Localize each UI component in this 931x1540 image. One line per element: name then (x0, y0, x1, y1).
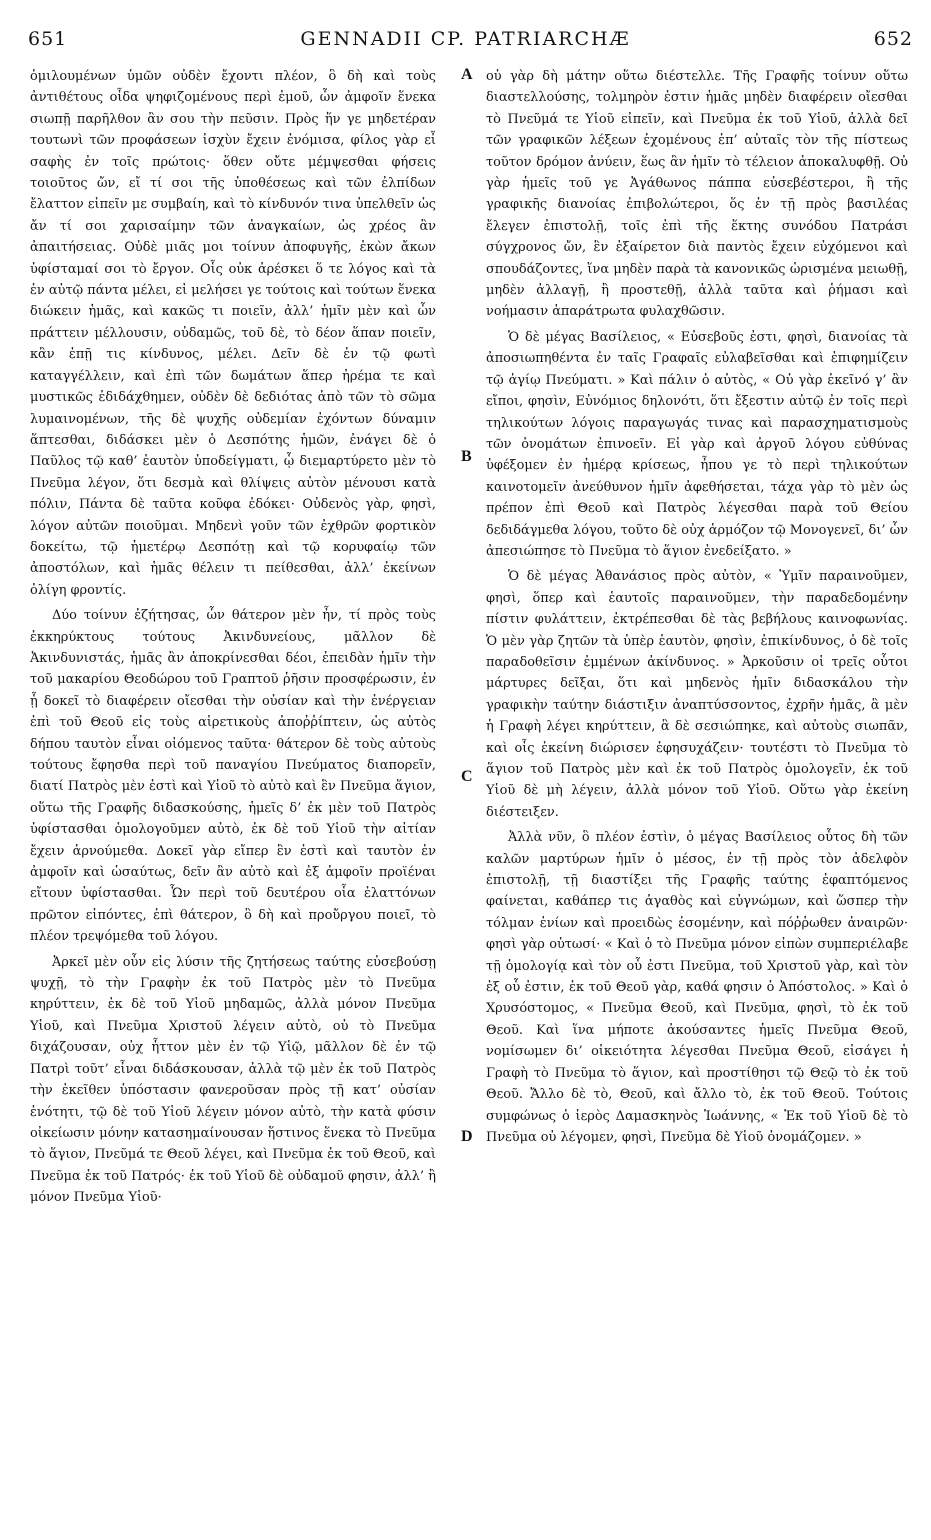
left-page-number: 651 (28, 28, 68, 50)
margin-letter-c: C (461, 768, 473, 785)
left-column (30, 66, 436, 1209)
left-paragraph-2: Δύο τοίνυν ἐζήτησας, ὧν θάτερον μὲν ἦν, τί πρὸς τοὺς ἐκκηρύκτους τούτους Ἀκινδυνείους, μᾶλλον δὲ Ἀκινδυνιστάς, ἡμᾶς ἂν ἀποκρίνεσθαι δέοι, ἐπειδὰν ἡμῖν τὴν τοῦ μακαρίου Θεοδώρου τοῦ Γραπτοῦ ῥῆσιν προσφέρωσιν, ἐν ᾗ δοκεῖ τὸ διαφέρειν οἴεσθαι τὴν οὐσίαν καὶ τὴν ἐνέργειαν ἐπὶ τοῦ Θεοῦ εἰς τοὺς αἱρετικοὺς ἀποῤῥίπτειν, ὡς αὐτὸς δήπου ταυτὸν εἶναι οἰόμενος ταῦτα· θάτερον δὲ τοὺς αὐτοὺς τούτους ἔφησθα περὶ τοῦ παναγίου Πνεύματος διαπορεῖν, διατί Πατρὸς μὲν ἐστὶ καὶ Υἱοῦ τὸ αὐτὸ καὶ ἓν Πνεῦμα ἅγιον, οὕτω τῆς Γραφῆς διδασκούσης, ἡμεῖς δ’ ἐκ μὲν τοῦ Πατρὸς ὑφίστασθαι ὁμολογοῦμεν αὐτὸ, ἐκ δὲ τοῦ Υἱοῦ τὴν αἰτίαν ἔχειν ἀρνούμεθα. Δοκεῖ γὰρ εἴπερ ἓν ἐστὶ καὶ ταυτὸν ἐν ἀμφοῖν καὶ ὡσαύτως, δεῖν ἂν αὐτὸ καὶ ἐξ ἀμφοῖν προϊέναι εἴτουν ὑφίστασθαι. Ὧν περὶ τοῦ δευτέρου οἷα ἐλαττόνων πρῶτον εἰπόντες, ἐπὶ θάτερον, ὃ δὴ καὶ προὔργου ποιεῖ, τὸ πλέον τρεψόμεθα τοῦ λόγου. (30, 608, 436, 945)
left-paragraph-3: Ἀρκεῖ μὲν οὖν εἰς λύσιν τῆς ζητήσεως ταύτης εὐσεβούσῃ ψυχῇ, τὸ τὴν Γραφὴν ἐκ τοῦ Πατρὸς μὲν τὸ Πνεῦμα κηρύττειν, ἐκ δὲ τοῦ Υἱοῦ μηδαμῶς, ἀλλὰ μόνον Πνεῦμα Υἱοῦ, καὶ Πνεῦμα Χριστοῦ λέγειν αὐτὸ, οὐ τὸ Πνεῦμα διχάζουσαν, οὐχ ἧττον μὲν ἐν τῷ Υἱῷ, μᾶλλον δὲ ἐν τῷ Πατρὶ τοῦτ’ εἶναι διδάσκουσαν, ἀλλὰ τῷ μὲν ἐκ τοῦ Πατρὸς τὴν ἐκεῖθεν ὑπόστασιν φανεροῦσαν πρὸς τῇ κατ’ οὐσίαν ἑνότητι, τῷ δὲ τοῦ Υἱοῦ λέγειν μόνον αὐτὸ, τὴν κατὰ φύσιν οἰκείωσιν μόνην κατασημαίνουσαν ἥστινος ἕνεκα τὸ Πνεῦμα τὸ ἅγιον, Πνεῦμά τε Θεοῦ λέγει, καὶ Πνεῦμα ἐκ τοῦ Θεοῦ, καὶ Πνεῦμα ἐκ τοῦ Πατρός· ἐκ τοῦ Υἱοῦ δὲ οὐδαμοῦ φησιν, ἀλλ’ ἢ μόνον Πνεῦμα Υἱοῦ· (30, 954, 436, 1206)
right-paragraph-3: Ὁ δὲ μέγας Ἀθανάσιος πρὸς αὐτὸν, « Ὑμῖν παραινοῦμεν, φησὶ, ὅπερ καὶ ἑαυτοῖς παραινοῦμεν, τὴν παραδεδομένην πίστιν φυλάττειν, ἐκτρέπεσθαι δὲ τὰς βεβήλους καινοφωνίας. Ὁ μὲν γὰρ ζητῶν τὰ ὑπὲρ ἑαυτὸν, φησὶν, ἐπικίνδυνος, ὁ δὲ τοῖς παραδοθεῖσιν ἐμμένων ἀκίνδυνος. » Ἀρκοῦσιν οἱ τρεῖς οὗτοι μάρτυρες δεῖξαι, ὅτι καὶ μηδενὸς ἡμῖν διδασκάλου τὴν γραφικὴν ταύτην διάστιξιν ἀναπτύσσοντος, ἐχρῆν ἡμᾶς, ἃ μὲν ἡ Γραφὴ λέγει κηρύττειν, ἃ δὲ σεσιώπηκε, καὶ αὐτοὺς σιωπᾶν, καὶ οἷς ἐκείνη διώρισεν ἐφησυχάζειν· τουτέστι τὸ Πνεῦμα τὸ ἅγιον τοῦ Πατρὸς μὲν καὶ ἐκ τοῦ Πατρὸς ὁμολογεῖν, ἐκ τοῦ Υἱοῦ δὲ μὴ λέγειν, ἀλλὰ μόνον τοῦ Υἱοῦ. Οὕτω γὰρ ἐκείνη διέστειξεν. (486, 569, 908, 820)
margin-letter-a: A (461, 66, 473, 83)
margin-letter-b: B (461, 448, 472, 465)
right-paragraph-4: Ἀλλὰ νῦν, ὃ πλέον ἐστὶν, ὁ μέγας Βασίλειος οὗτος δὴ τῶν καλῶν μαρτύρων ἡμῖν ὁ μέσος, ἐν τῇ πρὸς τὸν ἀδελφὸν ἐπιστολῇ, τῇ διαστίξει τῆς Γραφῆς ταύτης ἐφαπτόμενος φαίνεται, καθάπερ τις ἀγαθὸς καὶ εὐγνώμων, καὶ ὥσπερ τὴν τόλμαν ἐνίων καὶ προειδὼς ἐσομένην, καὶ πόῤῥωθεν ἀναιρῶν· φησὶ γὰρ οὑτωσί· « Καὶ ὁ τὸ Πνεῦμα μόνον εἰπὼν συμπεριέλαβε τῇ ὁμολογίᾳ καὶ τὸν οὗ ἐστι Πνεῦμα, τοῦ Χριστοῦ γὰρ, καὶ τὸν ἐξ οὗ ἐστιν, ἐκ τοῦ Θεοῦ γὰρ, καθά φησιν ὁ Ἀπόστολος. » Καὶ ὁ Χρυσόστομος, « Πνεῦμα Θεοῦ, καὶ Πνεῦμα, φησὶ, τὸ ἐκ τοῦ Θεοῦ. Καὶ ἵνα μήποτε ἀκούσαντες ἡμεῖς Πνεῦμα Θεοῦ, νομίσωμεν δι’ οἰκειότητα λέγεσθαι Πνεῦμα Θεοῦ, εἰσάγει ἡ Γραφὴ τὸ Πνεῦμα τὸ ἅγιον, καὶ προστίθησι τῷ Θεῷ τὸ ἐκ τοῦ Θεοῦ. Ἄλλο δὲ τὸ, Θεοῦ, καὶ ἄλλο τὸ, ἐκ τοῦ Θεοῦ. Τούτοις συμφώνως ὁ ἱερὸς Δαμασκηνὸς Ἰωάννης, « Ἐκ τοῦ Υἱοῦ δὲ τὸ Πνεῦμα οὐ λέγομεν, φησὶ, Πνεῦμα δὲ Υἱοῦ ὀνομάζομεν. » (486, 830, 908, 1145)
left-paragraph-1: ὁμιλουμένων ὑμῶν οὐδὲν ἔχοντι πλέον, ὃ δὴ καὶ τοὺς ἀντιθέτους οἶδα ψηφιζομένους περὶ ἐμοῦ, ὧν ἀμφοῖν ἕνεκα σιωπῇ παρῆλθον ἂν σου τὴν πεῦσιν. Πρὸς ἥν γε μηδετέραν τουτωνὶ τῶν προφάσεων ἰσχὺν ἔχειν ἐνόμισα, φίλος γὰρ εἶ σαφὴς ἐν τοῖς πρώτοις· ὅθεν οὔτε μέμψεσθαι φήσεις τοιοῦτος ὤν, εἴ τί σοι τῆς ὑποθέσεως καὶ τῶν ἐλπίδων ἔλαττον εἰπεῖν με συμβαίη, καὶ τὸ κίνδυνόν τινα ὑπελθεῖν ὡς ἄν τί σοι χαρισαίμην τῶν ἀναγκαίων, ὡς χρέος ἂν ἀπαιτήσειας. Οὐδὲ μιᾶς μοι τοίνυν ἀποφυγῆς, ἑκὼν ἄκων ὑφίσταμαί σοι τὸ ἔργον. Οἷς οὐκ ἀρέσκει ὅ τε λόγος καὶ τὰ ἐν αὐτῷ πάντα μέλει, εἰ μελήσει γε τούτοις καὶ τούτων ἕνεκα διώκειν ἡμᾶς, καὶ κακῶς τι ποιεῖν, ἀλλ’ ἡμῖν μὲν καὶ ὧν πράττειν μέλλουσιν, οὐδαμῶς, τοῦ δὲ, τὸ δέον ἅπαν ποιεῖν, κἂν ἐπῇ τις κίνδυνος, μέλει. Δεῖν δὲ ἐν τῷ φωτὶ καταγγέλλειν, καὶ ἐπὶ τῶν δωμάτων ἅπερ ἠρέμα τε καὶ μυστικῶς ἐδιδάχθημεν, οὐδὲν δὲ δεδιότας ἀπὸ τῶν τὸ σῶμα λυμαινομένων, τῆς δὲ ψυχῆς οὐδεμίαν ἐχόντων δύναμιν ἅπτεσθαι, διδάσκει μὲν ὁ Δεσπότης ἡμῶν, ἐνάγει δὲ ὁ Παῦλος τῷ καθ’ ἑαυτὸν ὑποδείγματι, ᾧ διεμαρτύρετο μὲν τὸ Πνεῦμα λέγον, ὅτι δεσμὰ καὶ θλίψεις αὐτὸν μένουσι κατὰ πόλιν, Πάντα δὲ ταῦτα κοῦφα ἐδόκει· Οὐδενὸς γὰρ, φησὶ, λόγον αὐτῶν ποιοῦμαι. Μηδενὶ γοῦν τῶν ἐχθρῶν φορτικὸν δοκείτω, τῷ ἡμετέρῳ Δεσπότῃ καὶ τῷ κορυφαίῳ τῶν ἀποστόλων, καὶ ἡμᾶς θέλειν τι πείθεσθαι, ἀλλ’ ἐκείνων ὀλίγη φροντίς. (30, 69, 436, 598)
right-page-number: 652 (873, 28, 913, 50)
right-paragraph-2: Ὁ δὲ μέγας Βασίλειος, « Εὐσεβοῦς ἐστι, φησὶ, διανοίας τὰ ἀποσιωπηθέντα ἐν ταῖς Γραφαῖς εὐλαβεῖσθαι καὶ ἐπιφημίζειν τῷ ἁγίῳ Πνεύματι. » Καὶ πάλιν ὁ αὐτὸς, « Οὐ γὰρ ἐκεῖνό γ’ ἂν εἴποι, φησὶν, Εὐνόμιος δηλονότι, ὅτι ἔξεστιν αὐτῷ ἐν τοῖς περὶ τηλικούτων λόγοις παραγωγάς τινας καὶ παρασχηματισμοὺς τῶν ὀνομάτων ἐπινοεῖν. Εἰ γὰρ καὶ ἀργοῦ λόγου εὐθύνας ὑφέξομεν ἐν ἡμέρᾳ κρίσεως, ἦπου γε τὸ περὶ τηλικούτων καινοτομεῖν ἀνεύθυνον ἡμῖν ἀφεθήσεται, τάχα γὰρ τὸ μὲν ὡς πρέπον ἐπὶ Θεοῦ καὶ Πατρὸς λέγεσθαι παρὰ τοῦ Θείου δεδιδάγμεθα λόγου, τοῦτο δὲ οὐχ ἁρμόζον τῷ Μονογενεῖ, δι’ ὧν ἀπεσιώπησε τὸ Πνεῦμα τὸ ἅγιον ἐνεδείξατο. » (486, 329, 908, 559)
margin-letter-d: D (461, 1128, 473, 1145)
right-paragraph-1: οὐ γὰρ δὴ μάτην οὕτω διέστελλε. Τῆς Γραφῆς τοίνυν οὕτω διαστελλούσης, τολμηρὸν ἐστιν ἡμᾶς μηδὲν διαφέρειν οἴεσθαι τὸ Πνεῦμά τε Υἱοῦ εἰπεῖν, καὶ Πνεῦμα ἐκ τοῦ Υἱοῦ, ἀλλὰ δεῖ τῶν γραφικῶν λέξεων ἐχομένους ἐπ’ αὐταῖς τὸν τῆς πίστεως τοῦτον δρόμον ἀνύειν, ἕως ἂν ἡμῖν τὸ τέλειον ἀποκαλυφθῇ. Οὐ γὰρ ἡμεῖς τοῦ γε Ἀγάθωνος πάππα εὐσεβέστεροι, ἢ τῆς γραφικῆς διανοίας ἐπιβολώτεροι, ὅς ἐν τῇ πρὸς βασιλέας ἔλεγεν ἐπιστολῇ, τοῖς ἐπὶ τῆς ἕκτης συνόδου Πατράσι σύγχρονος ὤν, ἓν ἐξαίρετον διὰ παντὸς ἔχειν εὐχόμενοι καὶ σπουδάζοντες, ἵνα μηδὲν παρὰ τὰ κανονικῶς ὡρισμένα μειωθῇ, μηδὲν ἀλλαγῇ, ἢ προστεθῇ, ἀλλὰ ταῦτα καὶ ῥήμασι καὶ νοήμασιν ἀπαράτρωτα φυλαχθῶσιν. (486, 69, 908, 320)
right-column (486, 66, 908, 1148)
page-header (0, 0, 931, 60)
running-title: GENNADII CP. PATRIARCHÆ (300, 28, 631, 50)
